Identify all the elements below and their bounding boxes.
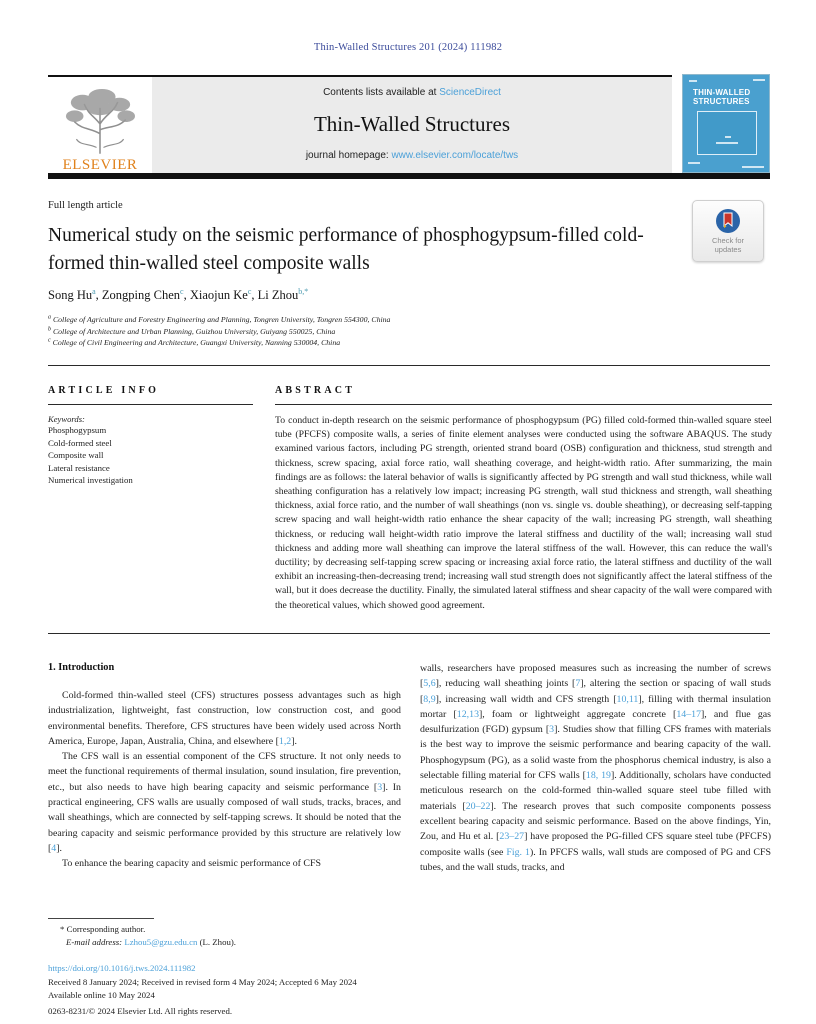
check-updates-label: Check for updates bbox=[711, 235, 745, 254]
keyword-item: Composite wall bbox=[48, 450, 104, 461]
cover-decorative-text bbox=[753, 79, 765, 81]
doi-link[interactable]: https://doi.org/10.1016/j.tws.2024.111982 bbox=[48, 963, 196, 973]
introduction-heading: 1. Introduction bbox=[48, 662, 115, 673]
keyword-item: Lateral resistance bbox=[48, 462, 110, 473]
citation-link[interactable]: 12,13 bbox=[456, 708, 479, 720]
cover-decorative-text bbox=[688, 162, 700, 164]
journal-banner bbox=[48, 74, 770, 180]
received-dates: Received 8 January 2024; Received in revised form 4 May 2024; Accepted 6 May 2024 bbox=[48, 977, 357, 987]
banner-bottom-bar bbox=[48, 173, 770, 179]
intro-paragraph: The CFS wall is an essential component of the CFS structure. It not only needs to meet the functional requirements of thermal insulation, sound insulation, fire prevention, etc., but also needs to have high bearing capacity and seismic performance [3]. In practical engineering, CFS walls are usually composed of wall studs, tracks, braces, and wall sheathings, which are connected by self-tapping screws. It should be noted that the bearing capacity and seismic performance provided by this structure are relatively low [4]. bbox=[48, 751, 401, 854]
intro-left-column bbox=[48, 688, 401, 872]
crossmark-icon bbox=[715, 208, 741, 234]
citation-link[interactable]: 5,6 bbox=[423, 678, 436, 690]
homepage-line bbox=[306, 150, 518, 161]
article-title: Numerical study on the seismic performance of phosphogypsum-filled cold-formed thin-walled steel composite walls bbox=[48, 225, 644, 274]
contents-prefix: Contents lists available at bbox=[323, 87, 440, 98]
keyword-item: Cold-formed steel bbox=[48, 437, 112, 448]
cover-inner-frame bbox=[697, 111, 757, 155]
citation-link[interactable]: 4 bbox=[51, 842, 57, 854]
divider-below-abstract bbox=[48, 633, 770, 634]
citation-link[interactable]: 7 bbox=[575, 678, 581, 690]
homepage-prefix: journal homepage: bbox=[305, 150, 392, 161]
article-type-label: Full length article bbox=[48, 200, 123, 211]
homepage-link[interactable]: www.elsevier.com/locate/tws bbox=[391, 150, 519, 161]
cover-journal-title: THIN-WALLED STRUCTURES bbox=[693, 88, 751, 106]
author-list: Song Hu$^a$, Zongping Chen$^c$, Xiaojun Ke$^c$, Li Zhou$^{b,*}$ bbox=[48, 286, 309, 302]
affiliation-a: $^a$ College of Agriculture and Forestry Engineering and Planning, Tongren University, Tongren 554300, China bbox=[48, 314, 391, 324]
issn-copyright: 0263-8231/© 2024 Elsevier Ltd. All rights reserved. bbox=[48, 1006, 233, 1016]
elsevier-logo[interactable] bbox=[48, 77, 152, 173]
citation-link[interactable]: 3 bbox=[377, 781, 383, 793]
affiliation-c: $^c$ College of Civil Engineering and Architecture, Guangxi University, Nanning 530004, China bbox=[48, 337, 341, 347]
corresponding-author-note: * Corresponding author. bbox=[60, 924, 146, 934]
article-info-heading: ARTICLE INFO bbox=[48, 385, 160, 396]
citation-link[interactable]: 23–27 bbox=[499, 831, 525, 843]
intro-paragraph: Cold-formed thin-walled steel (CFS) structures possess advantages such as high industrialization, lightweight, fast construction, low construction cost, and good environmental benefits. Therefore, CFS structures have been widely used across North America, Europe, Japan, Australia, China, and elsewhere [1,2]. bbox=[48, 690, 401, 747]
citation-link[interactable]: 3 bbox=[549, 724, 555, 736]
cover-decorative-text bbox=[689, 80, 697, 82]
intro-paragraph: walls, researchers have proposed measures such as increasing the number of screws [5,6], reducing wall sheathing joints [7], altering the section or spacing of wall studs [8,9], increasing wall width and CFS strength [10,11], filling with thermal insulation mortar [12,13], foam or lightweight aggregate concrete [14–17], and flue gas desulfurization (FGD) gypsum [3]. Studies show that filling CFS frames with materials is the best way to improve the seismic performance and bearing capacity of the wall. Phosphogypsum (PG), as a solid waste from the phosphorus chemical industry, is also a selectable filling material for CFS walls [18, 19]. Additionally, scholars have conducted meticulous research on the cold-formed thin-walled square steel tube filled with materials [20–22]. The research proves that such composite components possess excellent bearing capacity and seismic performance. Based on the above findings, Yin, Zou, and Hu et al. [23–27] have proposed the PG-filled CFS square steel tube (PFCFS) composite walls (see Fig. 1). In PFCFS walls, wall studs are composed of PG and CFS tubes, and the wall studs, tracks, and bbox=[420, 663, 771, 873]
abstract-text: To conduct in-depth research on the seismic performance of phosphogypsum (PG) filled cold-formed thin-walled square steel tube (PFCFS) composite walls, a series of finite element analyses were conducted using the software ABAQUS. The study examined various factors, including PG strength, oriented strand board (OSB) configuration and thickness, stud strength and thickness, screw spacing, axial force ratio, wall sheathing coverage, and height-width ratio. After summarizing, the main findings are as follows: the lateral behavior of walls is significantly affected by PG strength and wall stud thickness, while wall sheathing configuration has a relatively low impact; increasing PG strength, wall stud thickness and strength, wall sheathing thickness, axial force ratio, and the number of wall sheathings (non vs. single vs. double sheathing), or decreasing self-tapping screw spacing and wall height-width ratio enhance the shear capacity of the wall; increasing PG strength, wall sheathing thickness, or reducing wall height-width ratio improve the lateral stiffness and ductility of the wall; increasing wall stud thickness and adding more wall sheathing can improve the lateral stiffness of the wall. However, this can reduce the wall's ductility; by decreasing self-tapping screw spacing or increasing axial force ratio, the lateral stiffness and ductility of the wall exhibit an increasing-then-decreasing trend; increasing wall stud strength does not significantly affect the lateral stiffness of the wall, but it does decrease the ductility. Finally, the simulated lateral stiffness and shear capacity of the wall were compared with the theoretical values, which showed good agreement. bbox=[275, 415, 772, 611]
sciencedirect-link[interactable]: ScienceDirect bbox=[439, 87, 501, 98]
journal-cover-thumbnail[interactable] bbox=[682, 74, 770, 173]
journal-masthead bbox=[152, 77, 672, 173]
keywords-label: Keywords: bbox=[48, 414, 85, 424]
abstract-heading: ABSTRACT bbox=[275, 385, 356, 396]
cover-decorative-text bbox=[742, 166, 764, 168]
citation-link[interactable]: 18, 19 bbox=[585, 770, 611, 782]
elsevier-tree-icon bbox=[61, 87, 139, 157]
citation-link[interactable]: 20–22 bbox=[465, 800, 491, 812]
affiliations bbox=[48, 314, 390, 349]
available-online: Available online 10 May 2024 bbox=[48, 990, 155, 1000]
citation-link[interactable]: 10,11 bbox=[616, 693, 639, 705]
keyword-item: Numerical investigation bbox=[48, 475, 133, 486]
journal-title: Thin-Walled Structures bbox=[313, 111, 510, 136]
citation-link[interactable]: Lzhou5@gzu.edu.cn bbox=[124, 937, 198, 947]
citation-link[interactable]: 14–17 bbox=[676, 708, 701, 720]
intro-paragraph: To enhance the bearing capacity and seismic performance of CFS bbox=[62, 858, 321, 870]
email-line: E-mail address: Lzhou5@gzu.edu.cn (L. Zhou). bbox=[66, 937, 237, 947]
doi-link-line bbox=[48, 963, 196, 973]
divider-above-abstract bbox=[48, 365, 770, 366]
article-info-section bbox=[48, 385, 260, 487]
keyword-item: Phosphogypsum bbox=[48, 425, 107, 435]
abstract-section bbox=[275, 385, 772, 613]
footnote-rule bbox=[48, 918, 154, 919]
abstract-rule bbox=[275, 404, 772, 405]
journal-citation: Thin-Walled Structures 201 (2024) 111982 bbox=[313, 42, 503, 53]
citation-link[interactable]: Fig. 1 bbox=[506, 846, 530, 858]
article-info-rule bbox=[48, 404, 253, 405]
affiliation-b: $^b$ College of Architecture and Urban Planning, Guizhou University, Guiyang 550025, China bbox=[48, 325, 336, 336]
check-for-updates-badge[interactable] bbox=[692, 200, 764, 262]
elsevier-wordmark: ELSEVIER bbox=[62, 157, 138, 173]
contents-list-line bbox=[323, 87, 501, 98]
citation-link[interactable]: 8,9 bbox=[423, 693, 436, 705]
citation-link[interactable]: 1,2 bbox=[278, 735, 292, 747]
intro-right-column bbox=[420, 661, 771, 875]
